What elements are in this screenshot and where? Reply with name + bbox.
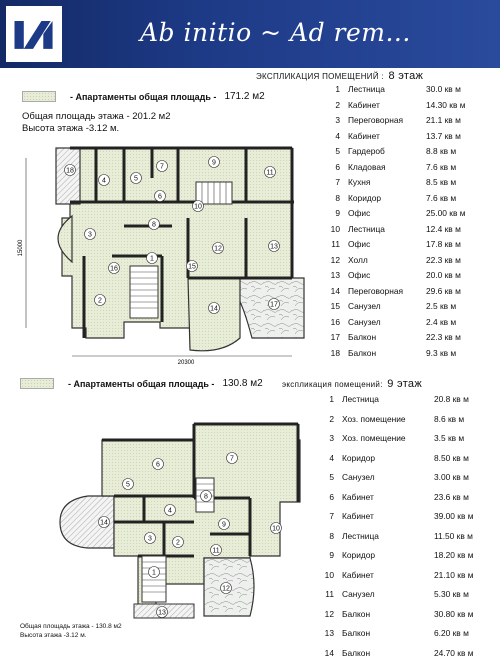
floor9-room-row xyxy=(322,570,498,590)
floor9-room-num: 13 xyxy=(324,628,334,638)
floor8-room-row xyxy=(322,146,492,162)
floor8-room-row xyxy=(322,348,492,364)
floor9-room-row xyxy=(322,531,498,551)
floor9-room-area: 39.00 кв м xyxy=(434,511,474,521)
floor8-room-name: Лестница xyxy=(348,223,385,234)
floor8-room-num: 1 xyxy=(335,84,340,94)
floor9-room-name: Кабинет xyxy=(342,511,374,521)
floor9-room-num: 11 xyxy=(325,589,334,599)
floor9-room-label-8: 8 xyxy=(204,493,208,501)
floor8-room-num: 16 xyxy=(330,316,340,327)
floor8-room-num: 11 xyxy=(331,239,340,249)
floor9-explication-title xyxy=(282,378,422,390)
floor8-room-name: Кабинет xyxy=(348,130,380,141)
floor8-room-area: 25.00 кв м xyxy=(426,208,466,218)
floor8-room-label-3: 3 xyxy=(88,231,92,239)
floor8-room-num: 7 xyxy=(335,177,340,187)
floor9-room-label-2: 2 xyxy=(176,539,180,547)
floor9-room-num: 8 xyxy=(329,530,334,541)
floor8-room-row xyxy=(322,270,492,286)
floor9-room-label-13: 13 xyxy=(158,609,166,617)
floor8-room-area: 9.3 кв м xyxy=(426,347,457,358)
floor9-room-num: 12 xyxy=(324,608,334,619)
floor9-room-name: Кабинет xyxy=(342,569,374,580)
floor9-room-area: 21.10 кв м xyxy=(434,569,474,580)
floor8-room-area: 22.3 кв м xyxy=(426,332,461,342)
floor8-room-label-5: 5 xyxy=(134,175,138,183)
floor8-room-row xyxy=(322,286,492,302)
floor8-room-area: 13.7 кв м xyxy=(426,130,461,141)
floor8-room-label-7: 7 xyxy=(160,163,164,171)
floor8-room-num: 4 xyxy=(335,130,340,141)
floor9-room-label-1: 1 xyxy=(152,569,156,577)
floor9-height: Высота этажа -3.12 м. xyxy=(20,632,87,639)
floor8-explication-label: ЭКСПЛИКАЦИЯ ПОМЕЩЕНИЙ : xyxy=(256,72,384,81)
floor9-info xyxy=(20,622,122,640)
floor8-room-label-8: 8 xyxy=(152,221,156,229)
floor9-room-label-7: 7 xyxy=(230,455,234,463)
floor9-room-row xyxy=(322,609,498,629)
floor8-room-name: Офис xyxy=(348,270,371,280)
floor8-room-row xyxy=(322,100,492,116)
floor8-dim-width: 20300 xyxy=(177,360,195,366)
floor9-room-name: Коридор xyxy=(342,452,376,463)
floor9-room-num: 10 xyxy=(324,569,334,580)
floor8-room-num: 17 xyxy=(330,332,340,342)
floor9-room-area: 11.50 кв м xyxy=(434,530,473,541)
floor8-room-area: 14.30 кв м xyxy=(426,99,466,110)
floor8-room-name: Переговорная xyxy=(348,115,404,125)
floor9-room-num: 4 xyxy=(329,452,334,463)
floor8-room-num: 12 xyxy=(330,254,340,265)
floor8-room-name: Гардероб xyxy=(348,146,385,156)
floor8-legend-value: 171.2 м2 xyxy=(224,91,265,102)
floor8-total-area: Общая площадь этажа - 201.2 м2 xyxy=(22,111,171,122)
floor9-legend xyxy=(20,378,263,389)
floor9-room-area: 30.80 кв м xyxy=(434,608,474,619)
floor8-room-name: Офис xyxy=(348,239,371,249)
floor8-room-row xyxy=(322,332,492,348)
floor8-room-name: Кладовая xyxy=(348,161,386,172)
floor9-room-row xyxy=(322,453,498,473)
floor8-room-row xyxy=(322,239,492,255)
floor8-room-label-1: 1 xyxy=(150,255,154,263)
floor9-floor-label: 9 этаж xyxy=(387,378,423,390)
floor8-room-name: Санузел xyxy=(348,316,381,327)
floor9-room-num: 3 xyxy=(329,433,334,443)
floor9-room-name: Лестница xyxy=(342,394,379,404)
floor8-height: Высота этажа -3.12 м. xyxy=(22,123,120,134)
floor9-room-name: Хоз. помещение xyxy=(342,433,406,443)
floor8-room-num: 10 xyxy=(330,223,340,234)
floor8-room-area: 8.5 кв м xyxy=(426,177,457,187)
floor8-room-name: Кабинет xyxy=(348,99,380,110)
floor8-room-area: 7.6 кв м xyxy=(426,192,457,203)
floor8-room-label-13: 13 xyxy=(270,243,278,251)
floor8-room-area: 17.8 кв м xyxy=(426,239,461,249)
floor9-legend-value: 130.8 м2 xyxy=(222,378,263,389)
floor8-room-num: 5 xyxy=(335,146,340,156)
floor9-explication-label: экспликация помещений: xyxy=(282,380,383,389)
apartment-swatch xyxy=(22,91,56,102)
floor9-room-label-14: 14 xyxy=(100,519,108,527)
tagline: Ab initio ~ Ad rem... xyxy=(140,18,411,47)
floor8-room-num: 6 xyxy=(335,161,340,172)
floor8-plan xyxy=(12,138,324,370)
company-logo xyxy=(6,6,62,62)
floor9-room-num: 6 xyxy=(329,491,334,502)
floor8-room-name: Офис xyxy=(348,208,371,218)
floor8-room-label-2: 2 xyxy=(98,297,102,305)
floor8-room-area: 2.5 кв м xyxy=(426,301,457,311)
floor8-room-area: 30.0 кв м xyxy=(426,84,461,94)
floor9-room-num: 1 xyxy=(329,394,334,404)
floor9-room-label-11: 11 xyxy=(212,547,220,555)
floor9-room-row xyxy=(322,472,498,492)
floor8-room-area: 8.8 кв м xyxy=(426,146,457,156)
floor8-room-num: 9 xyxy=(335,208,340,218)
floor9-room-area: 23.6 кв м xyxy=(434,491,469,502)
floor8-room-row xyxy=(322,115,492,131)
floor8-room-label-6: 6 xyxy=(158,193,162,201)
floor9-room-name: Санузел xyxy=(342,589,375,599)
floor8-room-name: Санузел xyxy=(348,301,381,311)
floor8-room-area: 20.0 кв м xyxy=(426,270,461,280)
floor8-room-num: 8 xyxy=(335,192,340,203)
floor8-room-num: 14 xyxy=(330,285,340,296)
floor9-room-area: 20.8 кв м xyxy=(434,394,469,404)
floor8-room-label-11: 11 xyxy=(266,169,274,177)
floor8-room-area: 21.1 кв м xyxy=(426,115,461,125)
floor8-room-row xyxy=(322,255,492,271)
floor9-room-row xyxy=(322,648,498,657)
floor8-room-label-17: 17 xyxy=(270,301,278,309)
floor9-room-name: Коридор xyxy=(342,550,376,560)
floor8-room-row xyxy=(322,177,492,193)
floor8-room-row xyxy=(322,208,492,224)
floor8-room-label-15: 15 xyxy=(188,263,196,271)
floor8-room-row xyxy=(322,84,492,100)
floor9-room-name: Лестница xyxy=(342,530,379,541)
floor8-room-row xyxy=(322,317,492,333)
floor9-room-num: 14 xyxy=(324,647,334,657)
floor8-room-row xyxy=(322,193,492,209)
floor8-room-label-14: 14 xyxy=(210,305,218,313)
floor8-legend-label: - Апартаменты общая площадь - xyxy=(70,91,217,102)
floor9-room-num: 2 xyxy=(329,413,334,424)
floor8-room-row xyxy=(322,224,492,240)
floor8-room-label-10: 10 xyxy=(194,203,202,211)
floor9-room-area: 18.20 кв м xyxy=(434,550,474,560)
floor9-room-area: 5.30 кв м xyxy=(434,589,469,599)
floor9-room-label-10: 10 xyxy=(272,525,280,533)
floor8-room-area: 7.6 кв м xyxy=(426,161,457,172)
floor8-room-area: 22.3 кв м xyxy=(426,254,461,265)
floor8-room-name: Переговорная xyxy=(348,285,404,296)
floor9-room-name: Санузел xyxy=(342,472,375,482)
floor9-plan xyxy=(54,416,324,622)
floor9-room-table xyxy=(322,394,498,657)
floor8-room-label-12: 12 xyxy=(214,245,222,253)
floor9-room-row xyxy=(322,394,498,414)
floor9-room-name: Балкон xyxy=(342,647,371,657)
floor9-room-area: 3.00 кв м xyxy=(434,472,469,482)
floor9-room-area: 8.6 кв м xyxy=(434,413,465,424)
floor9-room-num: 5 xyxy=(329,472,334,482)
floor9-room-num: 9 xyxy=(329,550,334,560)
floor8-room-row xyxy=(322,131,492,147)
floor9-room-name: Балкон xyxy=(342,608,371,619)
floor8-floor-label: 8 этаж xyxy=(388,70,424,82)
floor9-room-row xyxy=(322,414,498,434)
floor9-room-row xyxy=(322,492,498,512)
floor8-room-num: 2 xyxy=(335,99,340,110)
floor9-room-area: 3.5 кв м xyxy=(434,433,465,443)
floor9-room-row xyxy=(322,511,498,531)
floor9-room-row xyxy=(322,628,498,648)
header-banner xyxy=(0,0,500,68)
floor9-room-label-3: 3 xyxy=(148,535,152,543)
floor8-room-area: 2.4 кв м xyxy=(426,316,457,327)
floor9-room-num: 7 xyxy=(329,511,334,521)
floor8-room-name: Кухня xyxy=(348,177,371,187)
floor8-room-num: 13 xyxy=(330,270,340,280)
floor9-room-row xyxy=(322,589,498,609)
floor8-room-name: Балкон xyxy=(348,332,377,342)
floor8-explication-title xyxy=(256,70,423,82)
floor9-room-area: 6.20 кв м xyxy=(434,628,469,638)
floor8-room-row xyxy=(322,301,492,317)
floor9-room-name: Балкон xyxy=(342,628,371,638)
floor9-room-label-5: 5 xyxy=(126,481,130,489)
floor9-legend-label: - Апартаменты общая площадь - xyxy=(68,378,215,389)
floor9-room-label-6: 6 xyxy=(156,461,160,469)
floor8-info xyxy=(22,111,171,135)
floor9-room-label-9: 9 xyxy=(222,521,226,529)
floor9-room-row xyxy=(322,550,498,570)
floor8-room-table xyxy=(322,84,492,363)
floor8-room-name: Балкон xyxy=(348,347,377,358)
floor8-dim-height: 15000 xyxy=(18,239,24,257)
floor8-room-name: Лестница xyxy=(348,84,385,94)
apartment-swatch xyxy=(20,378,54,389)
floor8-room-label-9: 9 xyxy=(212,159,216,167)
floor8-room-label-18: 18 xyxy=(66,167,74,175)
floor8-room-num: 18 xyxy=(330,347,340,358)
floor8-room-name: Холл xyxy=(348,254,368,265)
floor9-room-row xyxy=(322,433,498,453)
floor9-total-area: Общая площадь этажа - 130.8 м2 xyxy=(20,623,122,630)
floor9-room-name: Кабинет xyxy=(342,491,374,502)
floor8-legend xyxy=(22,91,265,102)
floor9-room-area: 8.50 кв м xyxy=(434,452,469,463)
floor8-room-row xyxy=(322,162,492,178)
floor8-room-label-4: 4 xyxy=(102,177,106,185)
floor9-room-area: 24.70 кв м xyxy=(434,647,474,657)
floor8-room-num: 3 xyxy=(335,115,340,125)
floor9-room-name: Хоз. помещение xyxy=(342,413,406,424)
floor8-room-area: 29.6 кв м xyxy=(426,285,461,296)
floor8-room-num: 15 xyxy=(330,301,340,311)
floor9-room-label-12: 12 xyxy=(222,585,230,593)
floor8-room-label-16: 16 xyxy=(110,265,118,273)
floor9-room-label-4: 4 xyxy=(168,507,172,515)
floor8-room-name: Коридор xyxy=(348,192,382,203)
floor8-room-area: 12.4 кв м xyxy=(426,223,461,234)
